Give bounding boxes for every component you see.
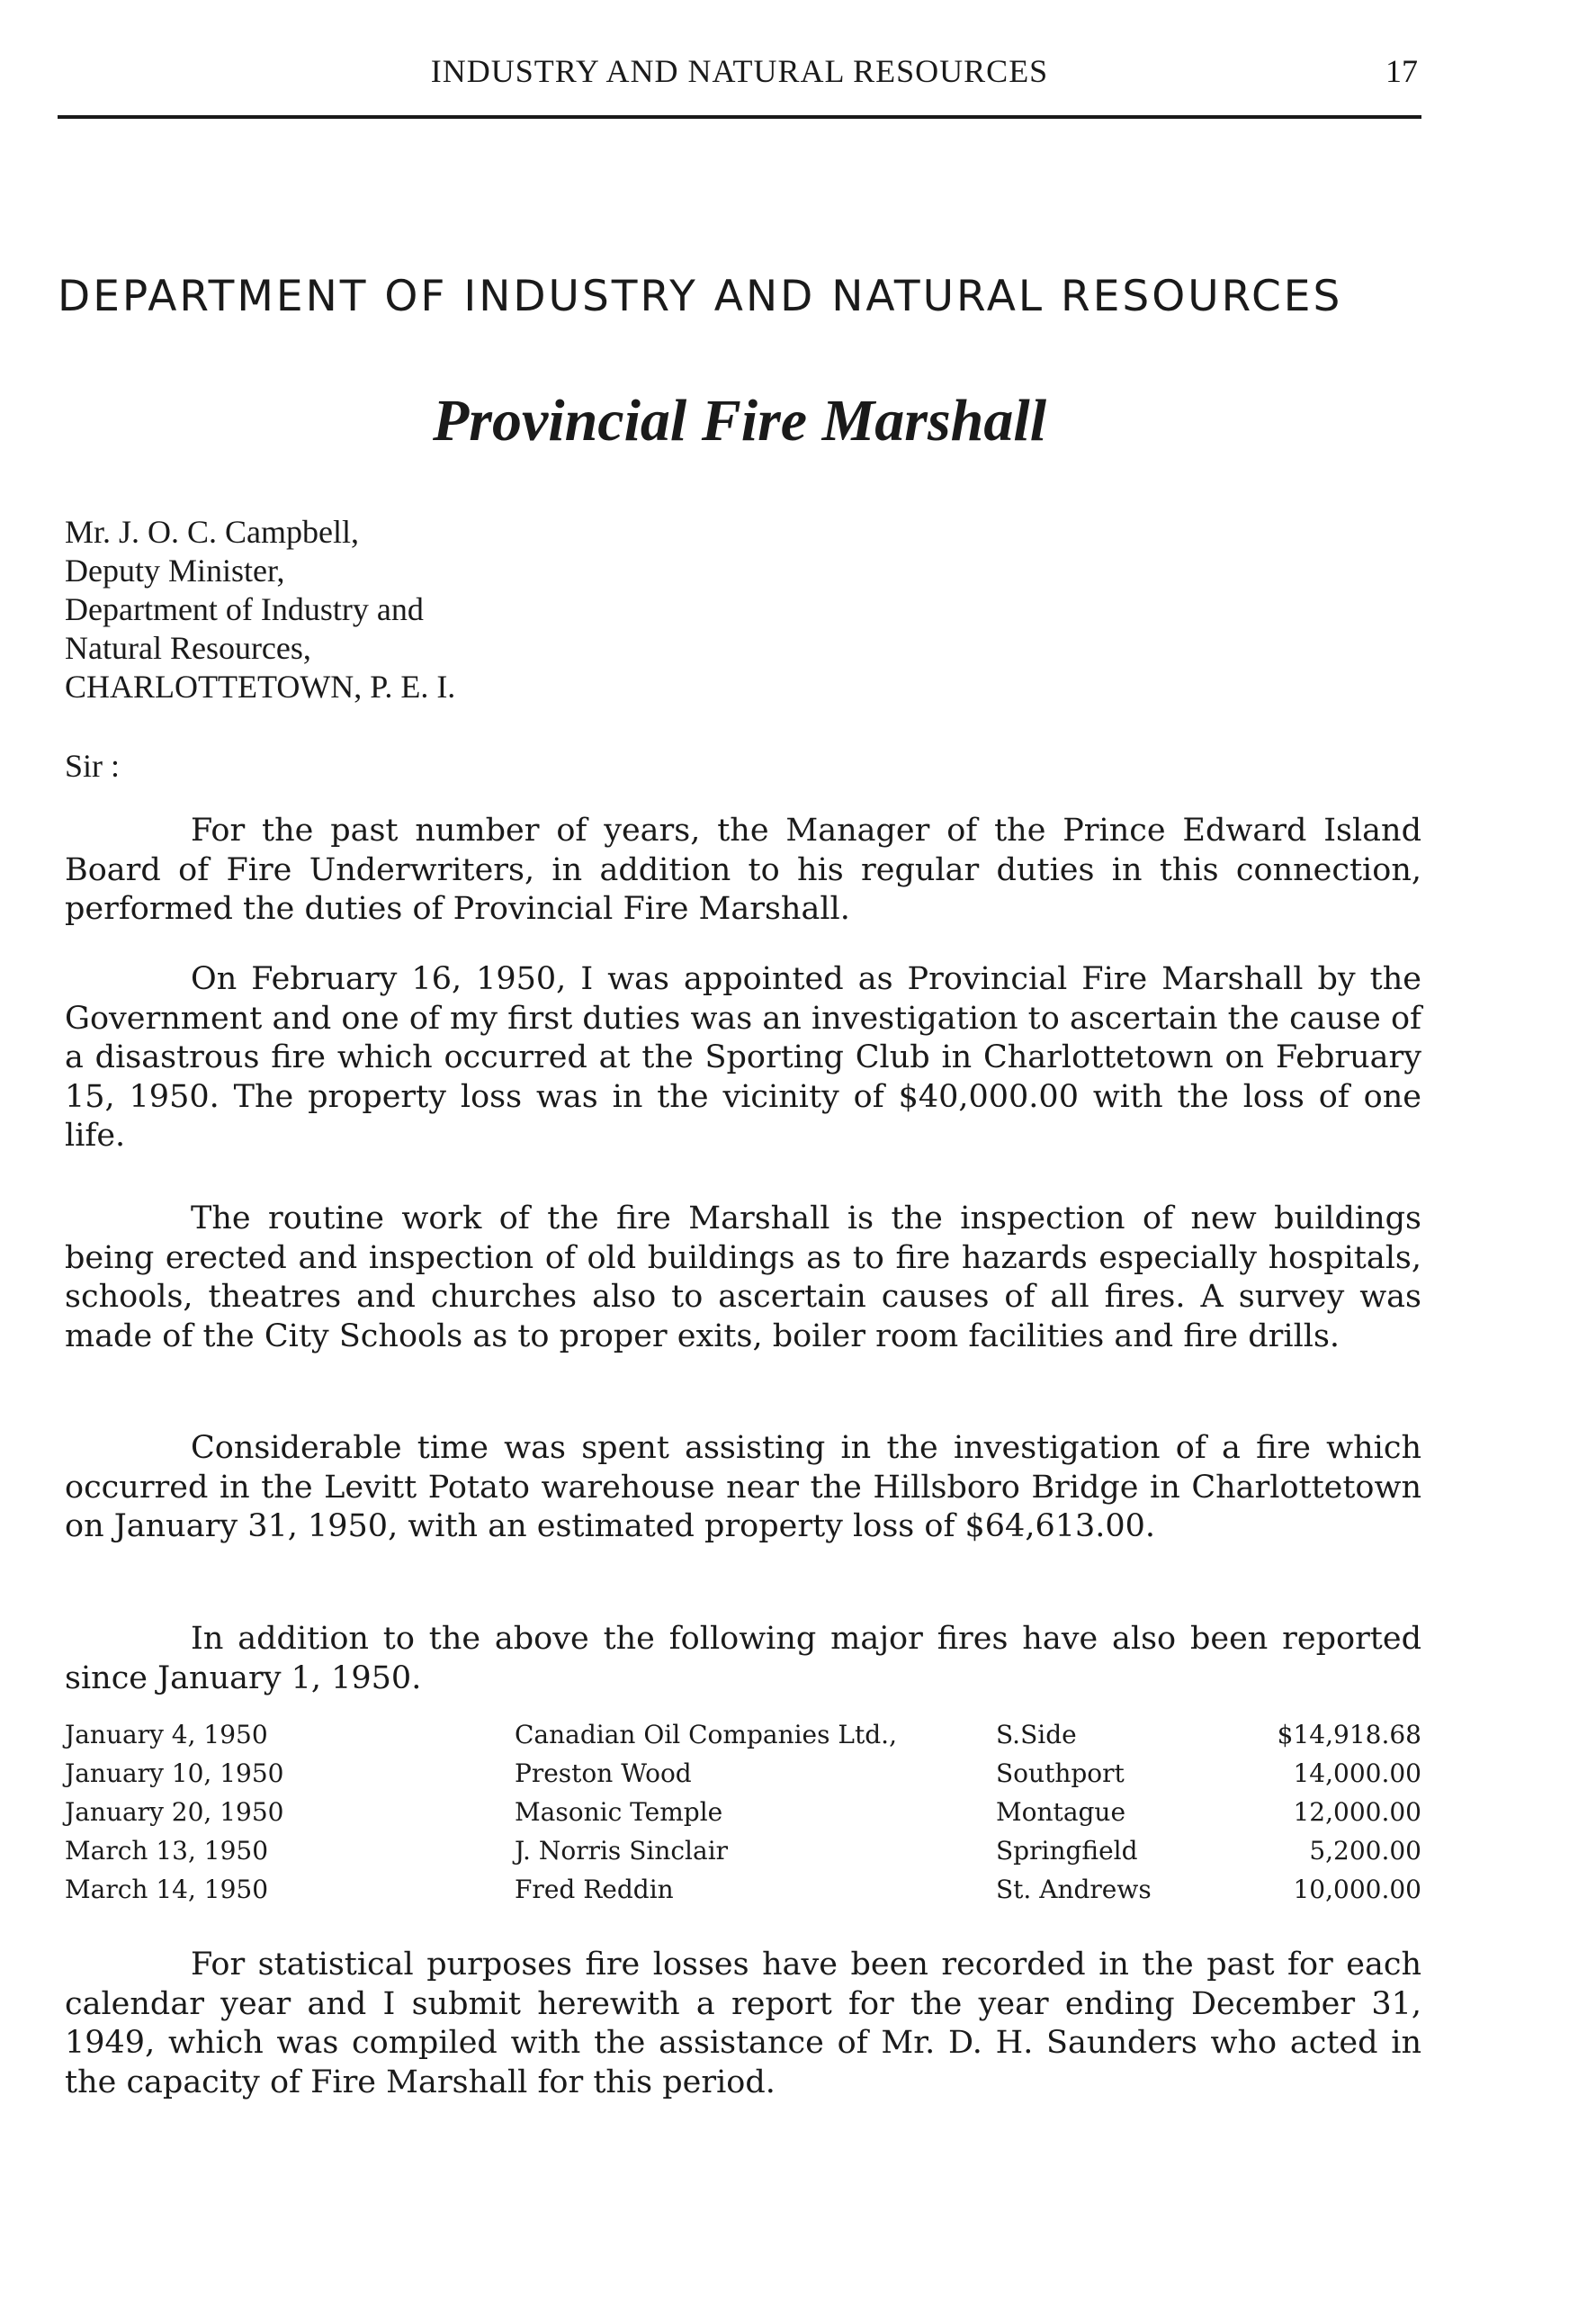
fire-property: J. Norris Sinclair (515, 1836, 729, 1866)
table-row (65, 1831, 1421, 1870)
fire-location: S.Side (996, 1720, 1077, 1749)
fire-property: Canadian Oil Companies Ltd., (515, 1720, 897, 1749)
paragraph: On February 16, 1950, I was appointed as Provincial Fire Marshall by the Government and one of my first duties was an investigation to ascertain the cause of a disastrous fire which occurred at the Sporting Club in Charlottetown on February 15, 1950. The property loss was in the vicinity of $40,000.00 with the loss of one life. (65, 961, 1421, 1154)
table-row (65, 1793, 1421, 1831)
fire-date: January 10, 1950 (65, 1758, 284, 1788)
fire-location: St. Andrews (996, 1875, 1152, 1904)
address-line: Natural Resources, (65, 630, 311, 666)
header-rule (58, 115, 1421, 119)
fire-property: Fred Reddin (515, 1875, 674, 1904)
fire-loss-amount: 12,000.00 (1293, 1797, 1421, 1827)
department-title: DEPARTMENT OF INDUSTRY AND NATURAL RESOURCES (58, 272, 1343, 321)
section-title: Provincial Fire Marshall (432, 388, 1047, 454)
recipient-address (65, 513, 455, 706)
paragraph: For statistical purposes fire losses have been recorded in the past for each calendar year and I submit herewith a report for the year ending December 31, 1949, which was compiled with the assistance of Mr. D. H. Saunders who acted in the capacity of Fire Marshall for this period. (65, 1947, 1421, 2100)
paragraph: For the past number of years, the Manager of the Prince Edward Island Board of Fire Underwriters, in addition to his regular duties in this connection, performed the duties of Provincial Fire Marshall. (65, 813, 1421, 927)
address-line: CHARLOTTETOWN, P. E. I. (65, 669, 456, 705)
address-line: Mr. J. O. C. Campbell, (65, 514, 360, 550)
fire-property: Preston Wood (515, 1758, 692, 1788)
table-row (65, 1870, 1421, 1909)
fire-location: Montague (996, 1797, 1126, 1827)
table-row (65, 1715, 1421, 1754)
page-number: 17 (1385, 53, 1418, 89)
fire-date: March 13, 1950 (65, 1836, 269, 1866)
fire-location: Southport (996, 1758, 1125, 1788)
fire-date: January 20, 1950 (65, 1797, 284, 1827)
fire-loss-amount: 14,000.00 (1293, 1758, 1421, 1788)
fire-property: Masonic Temple (515, 1797, 723, 1827)
paragraph: In addition to the above the following major fires have also been reported since January 1, 1950. (65, 1621, 1421, 1696)
fire-date: March 14, 1950 (65, 1875, 269, 1904)
fire-location: Springfield (996, 1836, 1138, 1866)
running-title: INDUSTRY AND NATURAL RESOURCES (430, 53, 1049, 89)
fire-loss-amount: $14,918.68 (1277, 1720, 1421, 1749)
salutation: Sir : (65, 748, 121, 784)
fire-date: January 4, 1950 (65, 1720, 268, 1749)
major-fires-table (65, 1715, 1421, 1909)
table-row (65, 1754, 1421, 1793)
address-line: Department of Industry and (65, 591, 424, 627)
paragraph: The routine work of the fire Marshall is the inspection of new buildings being erected and inspection of old buildings as to fire hazards especially hospitals, schools, theatres and churches also to ascertain causes of all fires. A survey was made of the City Schools as to proper exits, boiler room facilities and fire drills. (65, 1200, 1421, 1354)
fire-loss-amount: 10,000.00 (1293, 1875, 1421, 1904)
address-line: Deputy Minister, (65, 553, 285, 589)
fire-loss-amount: 5,200.00 (1309, 1836, 1421, 1866)
running-header (58, 52, 1421, 97)
paragraph: Considerable time was spent assisting in the investigation of a fire which occurred in the Levitt Potato warehouse near the Hillsboro Bridge in Charlottetown on January 31, 1950, with an estimated property loss of $64,613.00. (65, 1430, 1421, 1544)
